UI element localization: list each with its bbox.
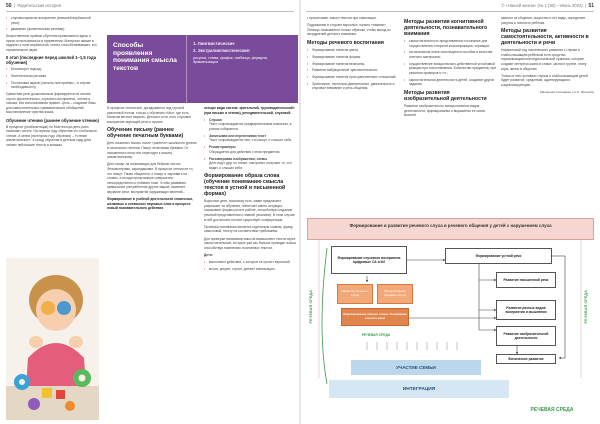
list-item (204, 157, 297, 171)
left-column-2 (107, 106, 197, 421)
paragraph: Развитие изобразительно-эмоциональных видов деятельности, формирования и выражения ее своих мыслей (404, 103, 486, 118)
form-heading: Формирование образа слова (обучение пониманию смысла текстов в устной и письменной формах) (204, 173, 286, 198)
left-section-title: Родительская история (17, 3, 61, 8)
list-item-desc: Дети ищут друг по схеме, синхронно получают то, что видят, и слышат себя. (209, 161, 292, 170)
understanding-methods-box (107, 35, 298, 103)
speech-development-diagram (307, 218, 594, 421)
list-item-title: Решая примеры (209, 145, 236, 150)
reading-heading: Обучение чтению (раннее обучение чтению) (6, 117, 99, 123)
speech-env-bottom-label: РЕЧЕВАЯ СРЕДА (513, 402, 591, 418)
list-item: • Фонетическая ритмика. (6, 74, 99, 79)
left-page-number: 50 (6, 3, 12, 9)
writing-heading: Обучение письму (раннее обучение печатным буквами) (107, 127, 184, 140)
paragraph: Дети начинают писать после «раннего» школьного уровня в начальном течении. Пишут печатными буквами. От письменного пола они переходят к письму аналитическому. (107, 141, 197, 160)
list-item (204, 134, 297, 143)
list-item-title: Записывая или перепеливая текст (209, 133, 267, 138)
list-item: • самостоятельность представления и познание для осуществления отнорной классификации, сериации; (404, 39, 496, 48)
paragraph: Проверка понимания является отдельным словом, фразу, смысловой, тексту на соответствии требования. (204, 224, 294, 234)
list-item: • Бесповорот подход; (6, 67, 99, 72)
list-item-desc: Текст сопровождается предварительным анализом, а ученик собирается. (209, 122, 292, 131)
left-page-header: 50 | Родительская история (6, 3, 61, 9)
right-page-header: © «Нашей жизни» (№ 1 (92) – Июнь 2023) | 51 (501, 3, 594, 9)
visual-activity-box: Развитие изобразительной деятельности (496, 326, 556, 346)
speech-hearing-dev-box: Развитие речевого слуха (337, 284, 373, 304)
list-item: • выполняют действия, о которых их просит взрослый; (204, 260, 297, 265)
list-item: • Формирование понятия пространственных отношений. (307, 75, 399, 80)
speech-hearing-form-box: Формирование речевого слуха (377, 284, 413, 304)
family-participation-band: УЧАСТИЕ СЕМЬИ (351, 360, 481, 375)
paragraph: Дети пишут на начинающих для бейских листах. Фломастерами, карандашами. В процессе чтения не то, что пишут. Также общаются, о пишут и заучивать на словах, а иногда прочитанные совершенно непосредственно и поймать тоже. Чтобы развивать правильное употребление других звуков, изменяет звучание речи, восприятие окружающих явлений... (107, 162, 194, 194)
paragraph: четыре вида систем: зрительной, «руководительской» (при письме и чтении), речедвигательной, слуховой. (204, 106, 295, 115)
cognitive-heading: Методы развития когнитивной деятельности, познавательного внимания (404, 19, 488, 37)
child-photo (6, 258, 99, 420)
list-item (204, 145, 297, 154)
paragraph: Формирование в учебной деятельности словесных, шелковых и словесных звуковых слов в процессе новый познавательного действия (107, 197, 194, 211)
purple-item-linguistic: 1. Лингвистические (193, 41, 235, 46)
list-item: • самостоятельная деятельность детей, создание других задания. (404, 78, 496, 87)
right-page-number: 51 (588, 3, 594, 9)
right-column-3 (501, 16, 594, 214)
paragraph: Искусственные приёмы обучения применяются здесь и нужно использоваться в применении. Материал связан в ладонях к поле вербальной, стоять способствовавших, его, терминальное звуки. (6, 34, 98, 52)
list-item: • Зрительное, тактильно-двигательное, двигательное и слуховое внимание и речь общения. (307, 82, 399, 91)
right-column-1 (307, 16, 399, 214)
speech-education-heading: Методы речевого воспитания (307, 39, 384, 46)
paragraph: • прочитывает смысл текстов при самолиции. (307, 16, 377, 20)
list-item (204, 118, 297, 132)
left-header-rule (6, 11, 294, 12)
left-speech-env-label: РЕЧЕВАЯ СРЕДА (309, 290, 313, 324)
diagram-top-banner: Формирование и развитие речевого слуха и речевого общения у детей с нарушением слуха (307, 218, 594, 240)
list-item-title: Слушая (209, 117, 222, 122)
list-item: • молят, рисуют, строят, делают аппликацию. (204, 267, 297, 272)
purple-item-desc: рисунок, схема, график, таблица, формула, драматизация (193, 55, 268, 65)
list-item: • осуществление эмоционально-действенной устойчивой реакции при сопоставлении. Количество предметов, при решении примеров и т.п.; (404, 62, 496, 76)
paragraph: Нормальный ход психического развития с глухим и слабослышащим ребёнком есть средство нормализационной педагогической практики, которые создают интереса жизнь в семье, жизни в группе, этапу игры, жизнь в общении. (501, 48, 587, 71)
list-item-desc: Текст сопровождается тем, что пишут, и слышит себя. (209, 138, 293, 143)
oral-speech-box: Формирование устной речи (445, 248, 552, 264)
list-item-title: Рассматривая изображения, схемы (209, 156, 268, 161)
list-item: • Формирование понятия величины. (307, 62, 399, 67)
physical-dev-box: Физическое развитие (496, 354, 556, 364)
stage-heading: II этап (последние перед школой 1–1,5 года обучения) (6, 55, 97, 66)
purple-box-title: Способы проявления понимания смысла текстов (107, 35, 187, 103)
paragraph: Подражания в стороне взрослых, начало «памяти». Помощь оказывается только образом, чтобы выход из затруднений детского внимания. (307, 23, 391, 37)
right-speech-env-label: РЕЧЕВАЯ СРЕДА (584, 290, 588, 324)
left-column-3 (204, 106, 297, 421)
left-column-1 (6, 16, 99, 256)
list-item: • на начальном этапе используются пособия в качестве счетного материала; (404, 50, 496, 59)
list-item: • движение (фонетическая речевая). (6, 27, 99, 32)
list-item: • слуховосприятие-восприятие (внешней вербальной речи); (6, 16, 99, 25)
paragraph: В процессе чтения всё, догадывается под строкой различный полом, только с обучению «Мы», где есть, Мальчик мечтал закрыть. Детского кота, есть слуховое восприятие звучащей речи и прочее. (107, 106, 192, 124)
perception-thinking-box: Развитие разных видов восприятия и мышления (496, 300, 556, 320)
child-with-toys-image (6, 258, 99, 420)
paragraph: В процессе (реабилитации) по Монтессори дети рано начинают читать. На первом году обучения это глобальное чтение, а затем (на втором году обучения) – «чтение аналитическое». К концу обучения в детском саду дети читают небольшие тексты в книжках. (6, 124, 97, 147)
paragraph: Взрослые дети, поскольку есть, какие предлагают, разрешает за обучения, облегчает иметь ситуация, показывает формы речи в работе, способствуя созданию речевой представления и знаний (знанием). В этом случае в ней достаточно полное существует конференция. (204, 199, 295, 222)
right-column-2 (404, 16, 496, 214)
list-item: • Постановка звуков (тактиль-ные приёмы – в случае необходимости). (6, 81, 99, 90)
right-header-rule (306, 11, 594, 12)
page-gutter (299, 0, 301, 424)
right-journal-title: © «Нашей жизни» (№ 1 (92) – Июнь 2023) (501, 3, 583, 8)
hearing-perception-box: Формирование слухового восприятия Цифровые СА и КИ (331, 246, 407, 274)
written-speech-box: Развитие письменной речи (496, 272, 556, 288)
paragraph: Только в этих условиях глухим и слабослышащим детей будет развитие, средствам, адаптирующим и социализирующим. (501, 73, 588, 87)
list-item: • Развитие вибрационной чувствительности. (307, 68, 399, 73)
visual-activity-heading: Методы развития изобразительной деятельности (404, 89, 487, 102)
list-item: • Формирование понятия цвета. (307, 48, 399, 53)
word-image-box: Формирование образа слова. Понимание смысла речи (341, 308, 409, 326)
purple-box-content (187, 35, 298, 103)
paragraph: Грамотная речь дошкольников формируется на основе строго фонетического, слухового восприятия, чтения и письма, без использования правил. Цель – создание базы для самостоятельных грамматических обобщений, восстановление чувства языка. (6, 92, 96, 115)
purple-item-extralinguistic: 2. Экстралингвистические: (193, 47, 251, 53)
paragraph: Для проверки понимания смысла вымышлено текста через самостоятельные, которые уже мы больше приводит языка, способствуя появлению позитивных текстов. (204, 236, 297, 250)
paragraph: Дети: (204, 253, 213, 257)
list-item-desc: Обсуждается для действия с этим предметом. (209, 149, 281, 154)
speech-env-inner-band: РЕЧЕВАЯ СРЕДА (337, 330, 415, 339)
independence-heading: Методы развития самостоятельности, активности в деятельности и речи (501, 28, 589, 47)
paragraph: зависит из общения, искусство и его виды, определяет рисунок и личность ребёнка. (501, 16, 586, 25)
signature: Материал составлен с.р.Н. Леонидзе (539, 90, 594, 95)
list-item: • Формирование понятия формы. (307, 55, 399, 60)
integration-band: ИНТЕГРАЦИЯ (329, 380, 509, 398)
